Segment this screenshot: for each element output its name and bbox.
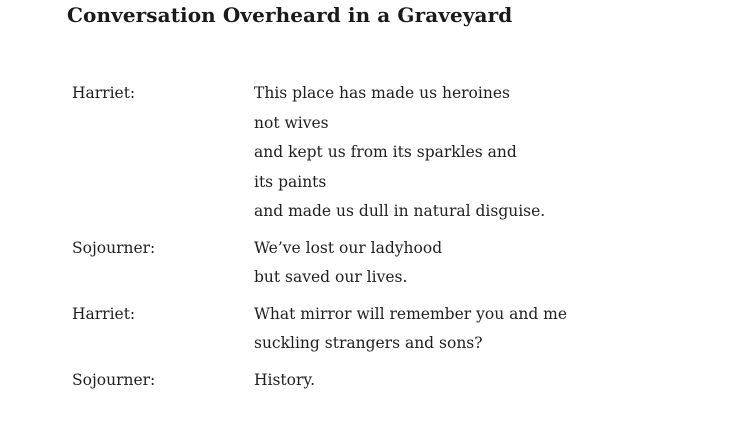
verse-line: its paints xyxy=(254,172,327,191)
poem-dialogue xyxy=(72,79,692,402)
verse-line: What mirror will remember you and me xyxy=(254,304,568,323)
verse-line: This place has made us heroines xyxy=(254,84,510,102)
verse-line: but saved our lives. xyxy=(254,268,408,286)
page-title: Conversation Overheard in a Graveyard xyxy=(67,3,513,27)
speaker-label: Sojourner: xyxy=(72,238,156,257)
verse-lines xyxy=(254,234,692,293)
verse-line: and kept us from its sparkles and xyxy=(254,143,517,161)
speaker-label: Harriet: xyxy=(72,304,136,323)
speaker-label: Sojourner: xyxy=(72,370,156,389)
verse-line: History. xyxy=(254,370,316,389)
speaker-label: Harriet: xyxy=(72,84,136,102)
exchange-3 xyxy=(72,300,692,359)
verse-line: and made us dull in natural disguise. xyxy=(254,202,546,220)
verse-line: suckling strangers and sons? xyxy=(254,334,483,352)
exchange-4 xyxy=(72,366,692,396)
verse-lines xyxy=(254,300,692,359)
verse-line: We’ve lost our ladyhood xyxy=(254,238,443,257)
exchange-1 xyxy=(72,79,692,227)
exchange-2 xyxy=(72,234,692,293)
verse-lines xyxy=(254,366,692,396)
verse-line: not wives xyxy=(254,113,329,132)
verse-lines xyxy=(254,79,692,227)
